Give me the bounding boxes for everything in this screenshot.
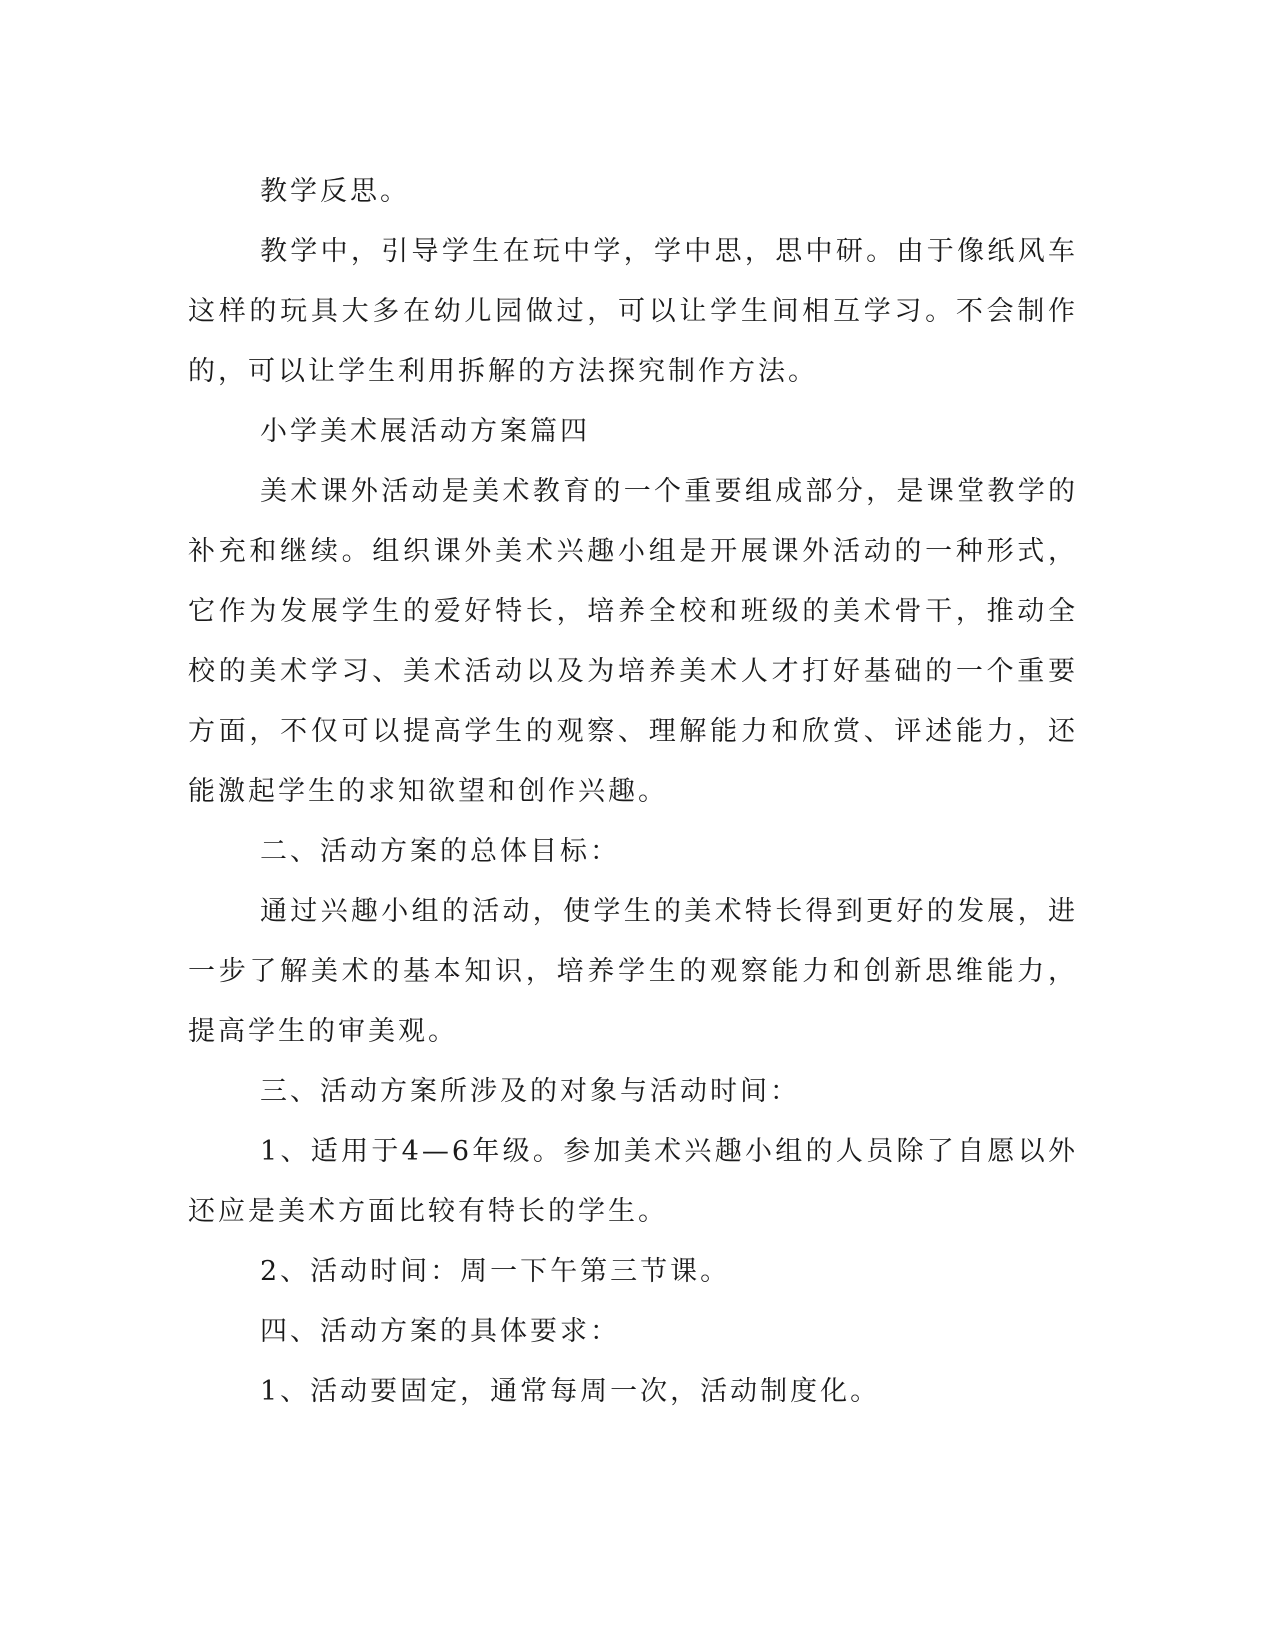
document-body <box>188 162 1078 1422</box>
paragraph-extracurricular-intro: 美术课外活动是美术教育的一个重要组成部分，是课堂教学的补充和继续。组织课外美术兴趣小组是开展课外活动的一种形式，它作为发展学生的爱好特长，培养全校和班级的美术骨干，推动全校的美术学习、美术活动以及为培养美术人才打好基础的一个重要方面，不仅可以提高学生的观察、理解能力和欣赏、评述能力，还能激起学生的求知欲望和创作兴趣。 <box>188 476 1078 807</box>
list-item-activity-time: 2、活动时间：周一下午第三节课。 <box>260 1256 731 1287</box>
section-title-plan-four: 小学美术展活动方案篇四 <box>260 416 590 447</box>
list-item-fixed-schedule: 1、活动要固定，通常每周一次，活动制度化。 <box>260 1376 881 1407</box>
heading-overall-goal: 二、活动方案的总体目标： <box>260 836 620 867</box>
paragraph-teaching-reflection: 教学中，引导学生在玩中学，学中思，思中研。由于像纸风车这样的玩具大多在幼儿园做过，可以让学生间相互学习。不会制作的，可以让学生利用拆解的方法探究制作方法。 <box>188 236 1078 387</box>
paragraph-overall-goal: 通过兴趣小组的活动，使学生的美术特长得到更好的发展，进一步了解美术的基本知识，培养学生的观察能力和创新思维能力，提高学生的审美观。 <box>188 896 1078 1047</box>
list-item-target-grades: 1、适用于4—6年级。参加美术兴趣小组的人员除了自愿以外还应是美术方面比较有特长的学生。 <box>188 1136 1078 1227</box>
heading-specific-requirements: 四、活动方案的具体要求： <box>260 1316 620 1347</box>
paragraph-teaching-reflection-heading: 教学反思。 <box>260 176 410 207</box>
heading-target-and-time: 三、活动方案所涉及的对象与活动时间： <box>260 1076 800 1107</box>
